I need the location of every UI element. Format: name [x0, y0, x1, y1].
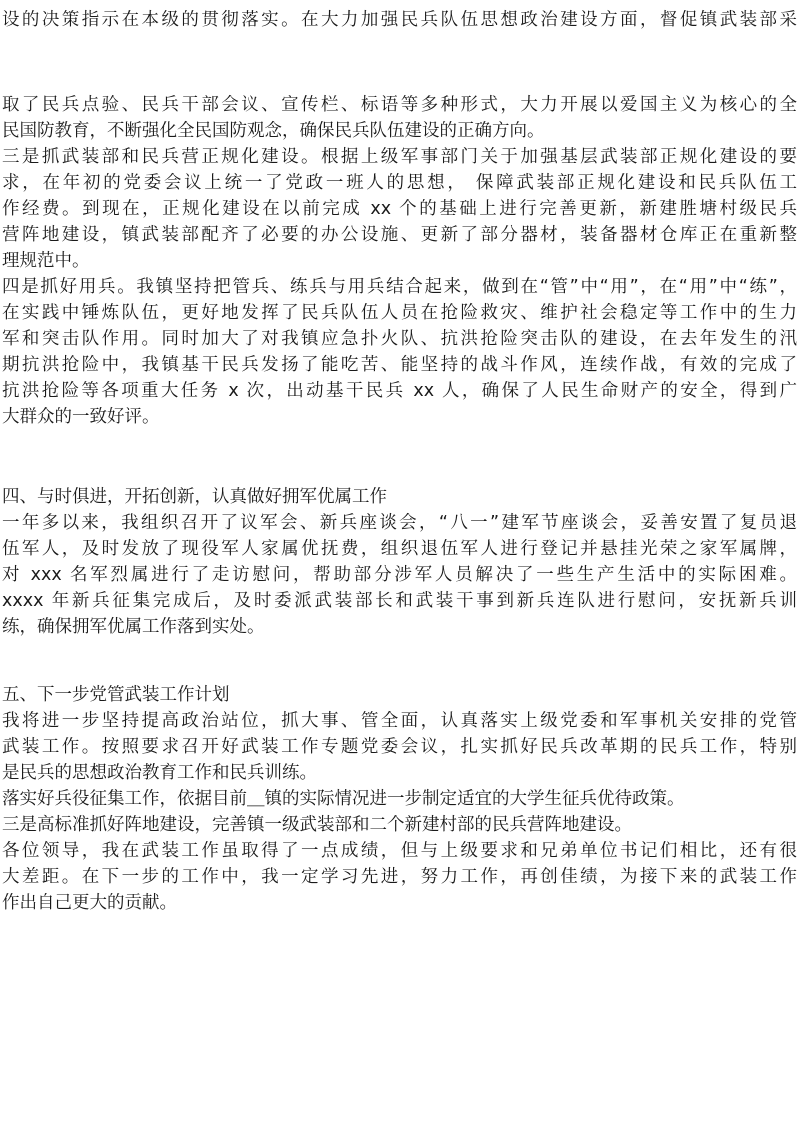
text-line: 期抗洪抢险中，我镇基干民兵发扬了能吃苦、能坚持的战斗作风，连续作战，有效的完成了: [2, 355, 797, 375]
text-line: 在实践中锤炼队伍，更好地发挥了民兵队伍人员在抢险救灾、维护社会稳定等工作中的生力: [2, 303, 797, 323]
section-four: [0, 484, 800, 640]
text-line: 取了民兵点验、民兵干部会议、宣传栏、标语等多种形式，大力开展以爱国主义为核心的全: [2, 95, 797, 115]
text-line: 四是抓好用兵。我镇坚持把管兵、练兵与用兵结合起来，做到在“管”中“用”，在“用”中“练”，: [2, 277, 797, 297]
text-line: 大群众的一致好评。: [2, 407, 160, 427]
text-line: 是民兵的思想政治教育工作和民兵训练。: [2, 763, 317, 783]
paragraph-four: [0, 274, 800, 430]
text-line: 各位领导，我在武装工作虽取得了一点成绩，但与上级要求和兄弟单位书记们相比，还有很: [2, 841, 797, 861]
text-line: 我将进一步坚持提高政治站位，抓大事、管全面，认真落实上级党委和军事机关安排的党管: [2, 711, 797, 731]
partial-top-line: 设的决策指示在本级的贯彻落实。在大力加强民兵队伍思想政治建设方面，督促镇武装部采: [2, 10, 797, 30]
section-five: [0, 682, 800, 916]
text-line: 求，在年初的党委会议上统一了党政一班人的思想， 保障武装部正规化建设和民兵队伍工: [2, 173, 797, 193]
paragraph-three: [0, 144, 800, 274]
text-line: 对 xxx 名军烈属进行了走访慰问，帮助部分涉军人员解决了一些生产生活中的实际困难。: [2, 565, 797, 585]
text-line: 理规范中。: [2, 251, 90, 271]
text-line: 一年多以来，我组织召开了议军会、新兵座谈会，“八一”建军节座谈会，妥善安置了复员退: [2, 513, 797, 533]
section-heading: 五、下一步党管武装工作计划: [2, 685, 230, 705]
section-heading: 四、与时俱进，开拓创新，认真做好拥军优属工作: [2, 487, 387, 507]
text-line: xxxx 年新兵征集完成后，及时委派武装部长和武装干事到新兵连队进行慰问，安抚新兵训: [2, 591, 797, 611]
text-line: 练，确保拥军优属工作落到实处。: [2, 617, 265, 637]
paragraph-continuation: [0, 92, 800, 144]
text-line: 作经费。到现在，正规化建设在以前完成 xx 个的基础上进行完善更新，新建胜塘村级民兵: [2, 199, 797, 219]
text-line: 营阵地建设，镇武装部配齐了必要的办公设施、更新了部分器材，装备器材仓库正在重新整: [2, 225, 797, 245]
text-line: 大差距。在下一步的工作中，我一定学习先进，努力工作，再创佳绩，为接下来的武装工作: [2, 867, 797, 887]
plan-item-two: 落实好兵役征集工作，依据目前＿镇的实际情况进一步制定适宜的大学生征兵优待政策。: [2, 789, 685, 809]
text-line: 武装工作。按照要求召开好武装工作专题党委会议，扎实抓好民兵改革期的民兵工作，特别: [2, 737, 797, 757]
text-line: 民国防教育，不断强化全民国防观念，确保民兵队伍建设的正确方向。: [2, 121, 545, 141]
text-line: 军和突击队作用。同时加大了对我镇应急扑火队、抗洪抢险突击队的建设，在去年发生的汛: [2, 329, 797, 349]
text-line: 抗洪抢险等各项重大任务 x 次，出动基干民兵 xx 人，确保了人民生命财产的安全，得到广: [2, 381, 797, 401]
text-line: 三是抓武装部和民兵营正规化建设。根据上级军事部门关于加强基层武装部正规化建设的要: [2, 147, 797, 167]
text-line: 作出自己更大的贡献。: [2, 893, 177, 913]
plan-item-three: 三是高标准抓好阵地建设，完善镇一级武装部和二个新建村部的民兵营阵地建设。: [2, 815, 632, 835]
text-line: 伍军人，及时发放了现役军人家属优抚费，组织退伍军人进行登记并悬挂光荣之家军属牌，: [2, 539, 797, 559]
